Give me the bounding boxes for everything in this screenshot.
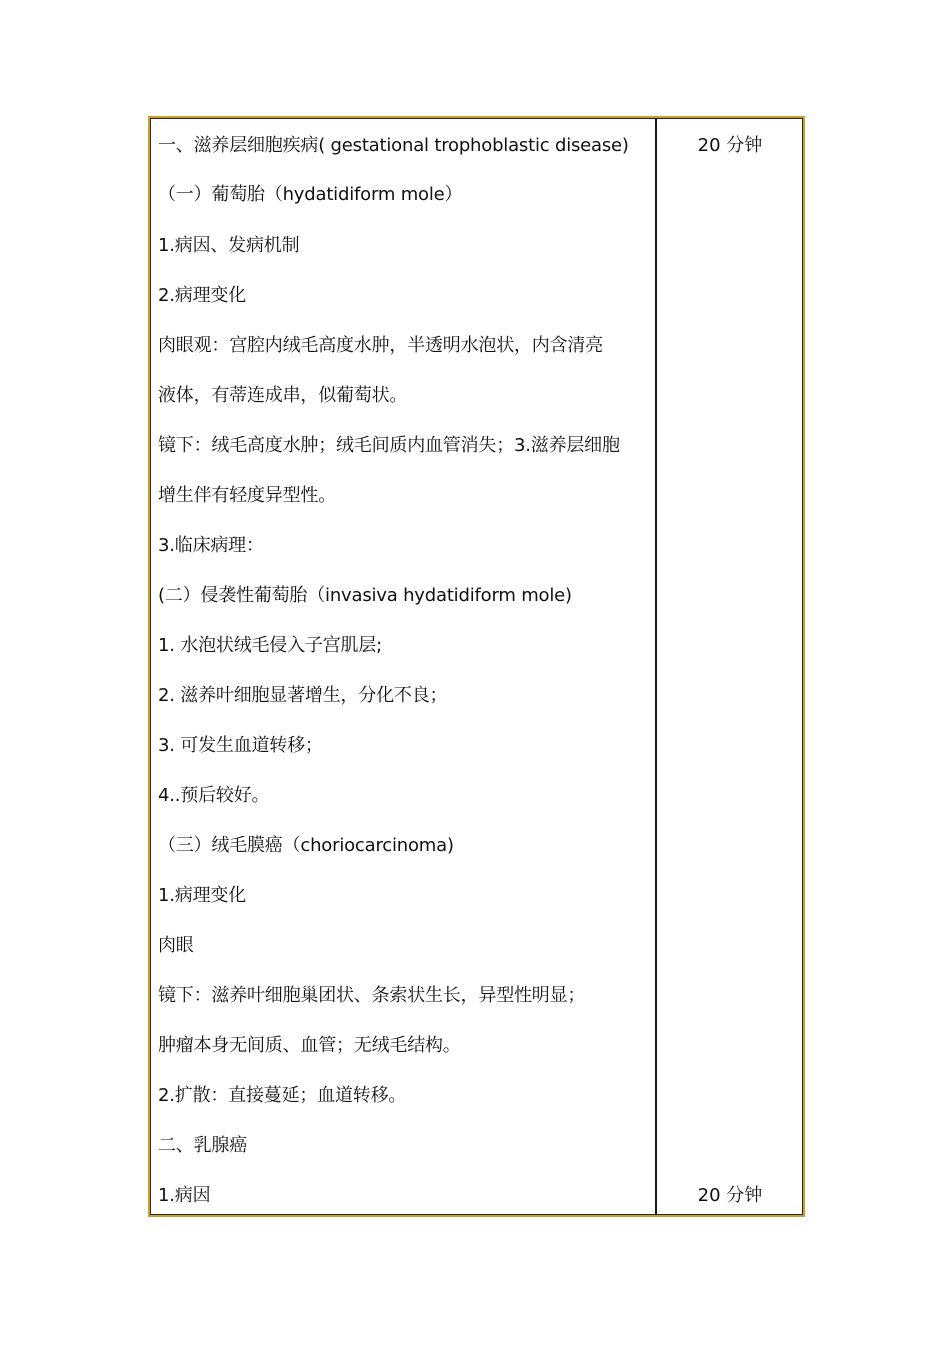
- content-line: 1.病因、发病机制: [158, 235, 300, 256]
- content-line: 3. 可发生血道转移；: [158, 735, 323, 756]
- subheading-invasive-mole: (二）侵袭性葡萄胎（invasiva hydatidiform mole): [158, 585, 572, 606]
- lesson-plan-table: [148, 116, 805, 1217]
- time-allocation-bottom: 20 分钟: [697, 1185, 763, 1206]
- content-line: 肿瘤本身无间质、血管；无绒毛结构。: [158, 1035, 461, 1056]
- content-line: 3.临床病理：: [158, 535, 264, 556]
- content-line: 镜下：滋养叶细胞巢团状、条索状生长，异型性明显；: [158, 985, 586, 1006]
- content-line: 2.病理变化: [158, 285, 246, 306]
- content-line: 增生伴有轻度异型性。: [158, 485, 336, 506]
- content-line: 4..预后较好。: [158, 785, 270, 806]
- content-line: 液体，有蒂连成串，似葡萄状。: [158, 385, 408, 406]
- content-line: 2.扩散：直接蔓延；血道转移。: [158, 1085, 407, 1106]
- content-line: 2. 滋养叶细胞显著增生，分化不良；: [158, 685, 448, 706]
- content-column: [150, 118, 657, 1215]
- content-line: 1. 水泡状绒毛侵入子宫肌层;: [158, 635, 382, 656]
- time-column: [657, 118, 803, 1215]
- section-heading-breast-cancer: 二、乳腺癌: [158, 1135, 247, 1156]
- subheading-choriocarcinoma: （三）绒毛膜癌（choriocarcinoma): [158, 835, 454, 856]
- content-line: 肉眼: [158, 935, 194, 956]
- content-line: 镜下：绒毛高度水肿；绒毛间质内血管消失；3.滋养层细胞: [158, 435, 620, 456]
- content-line: 肉眼观：宫腔内绒毛高度水肿，半透明水泡状，内含清亮: [158, 335, 603, 356]
- content-line: 1.病因: [158, 1185, 211, 1206]
- time-allocation-top: 20 分钟: [697, 135, 763, 156]
- content-line: 1.病理变化: [158, 885, 246, 906]
- subheading-hydatidiform-mole: （一）葡萄胎（hydatidiform mole）: [158, 184, 463, 205]
- section-heading-trophoblastic: 一、滋养层细胞疾病( gestational trophoblastic disease): [158, 135, 629, 156]
